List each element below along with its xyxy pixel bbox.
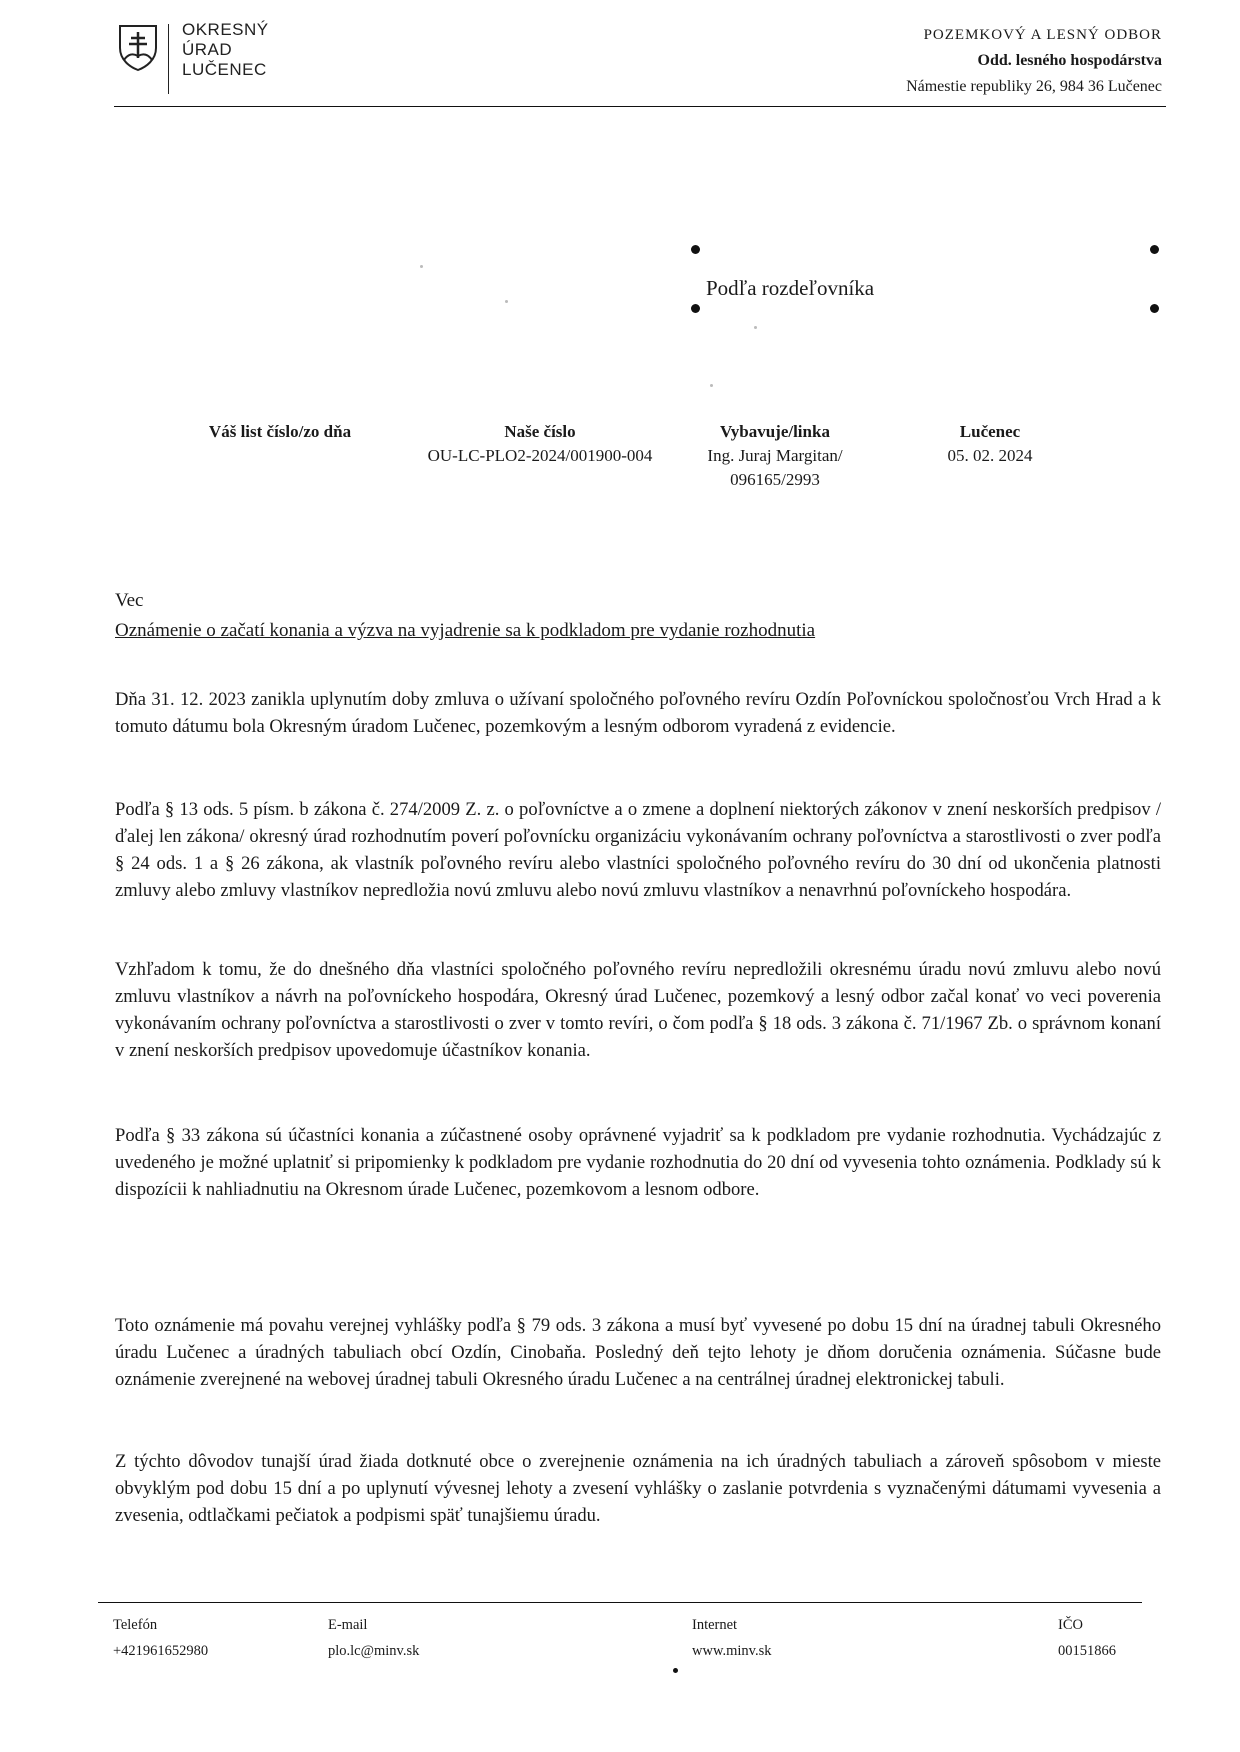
scan-speck <box>710 384 713 387</box>
meta-our-number <box>410 420 670 468</box>
office-address: Námestie republiky 26, 984 36 Lučenec <box>906 78 1162 95</box>
office-name-line2: ÚRAD <box>182 40 233 59</box>
ico-label: IČO <box>1058 1617 1083 1633</box>
recipient: Podľa rozdeľovníka <box>706 276 875 300</box>
office-name-line1: OKRESNÝ <box>182 20 269 39</box>
body-paragraph: Dňa 31. 12. 2023 zanikla uplynutím doby zmluva o užívaní spoločného poľovného revíru Ozdín Poľovníckou spoločnosťou Vrch Hrad a k tomuto dátumu bola Okresným úradom Lučenec, pozemkovým a lesným odborom vyradená z evidencie. <box>115 689 1161 737</box>
date-value: 05. 02. 2024 <box>947 446 1033 465</box>
internet-label: Internet <box>692 1617 738 1633</box>
header-rule <box>114 106 1166 107</box>
place-label: Lučenec <box>959 422 1021 441</box>
header-divider <box>168 24 169 94</box>
coat-of-arms-logo <box>116 22 160 72</box>
office-name-line3: LUČENEC <box>182 60 267 79</box>
our-number-value: OU-LC-PLO2-2024/001900-004 <box>427 446 653 465</box>
footer-email <box>328 1612 419 1664</box>
your-letter-label: Váš list číslo/zo dňa <box>208 422 352 441</box>
body-paragraph: Z týchto dôvodov tunajší úrad žiada dotknuté obce o zverejnenie oznámenia na ich úradných tabuliach a zároveň spôsobom v mieste obvyklým pod dobu 15 dní a po uplynutí vývesnej lehoty a zvesení vyhlášky o zaslanie potvrdenia s vyznačenými dátumami vyvesenia a zvesenia, odtlačkami pečiatok a podpismi späť tunajšiemu úradu. <box>115 1451 1161 1526</box>
department-name: POZEMKOVÝ A LESNÝ ODBOR <box>923 27 1162 43</box>
body-paragraph: Vzhľadom k tomu, že do dnešného dňa vlastníci spoločného poľovného revíru nepredložili okresnému úradu novú zmluvu alebo novú zmluvu vlastníkov a návrh na poľovníckeho hospodára, Okresný úrad Lučenec, pozemkový a lesný odbor začal konať vo veci poverenia vykonávaním ochrany poľovníctva a starostlivosti o zver v tomto revíri, o čom podľa § 18 ods. 3 zákona č. 71/1967 Zb. o správnom konaní v znení neskorších predpisov upovedomuje účastníkov konania. <box>115 959 1161 1061</box>
handled-by-phone: 096165/2993 <box>730 470 820 489</box>
meta-place-date <box>925 420 1055 468</box>
address-window-mark <box>1150 245 1159 254</box>
internet-value: www.minv.sk <box>692 1643 772 1659</box>
scan-speck <box>505 300 508 303</box>
address-window-mark <box>1150 304 1159 313</box>
body-paragraph: Podľa § 33 zákona sú účastníci konania a zúčastnené osoby oprávnené vyjadriť sa k podkladom pre vydanie rozhodnutia. Vychádzajúc z uvedeného je možné uplatniť si pripomienky k podkladom pre vydanie rozhodnutia do 20 dní od vyvesenia tohto oznámenia. Podklady sú k dispozícii k nahliadnutiu na Okresnom úrade Lučenec, pozemkovom a lesnom odbore. <box>115 1125 1161 1200</box>
subject-block <box>115 586 815 646</box>
email-label: E-mail <box>328 1617 368 1633</box>
body-paragraph: Podľa § 13 ods. 5 písm. b zákona č. 274/2009 Z. z. o poľovníctve a o zmene a doplnení niektorých zákonov v znení neskorších predpisov /ďalej len zákona/ okresný úrad rozhodnutím poverí poľovnícku organizáciu vykonávaním ochrany poľovníctva a starostlivosti o zver podľa § 24 ods. 1 a § 26 zákona, ak vlastník poľovného revíru alebo vlastníci spoločného poľovného revíru do 30 dní od ukončenia platnosti zmluvy alebo zmluvy vlastníkov nepredložia novú zmluvu alebo novú zmluvu vlastníkov a nenavrhnú poľovníckeho hospodára. <box>115 799 1161 901</box>
body-paragraph: Toto oznámenie má povahu verejnej vyhlášky podľa § 79 ods. 3 zákona a musí byť vyvesené po dobu 15 dní na úradnej tabuli Okresného úradu Lučenec a úradných tabuliach obcí Ozdín, Cinobaňa. Posledný deň tejto lehoty je dňom doručenia oznámenia. Súčasne bude oznámenie zverejnené na webovej úradnej tabuli Okresného úradu Lučenec a na centrálnej úradnej elektronickej tabuli. <box>115 1315 1161 1390</box>
subject-label: Vec <box>115 590 144 611</box>
footer-ico <box>1058 1612 1116 1664</box>
department-block <box>906 22 1162 100</box>
footer-internet <box>692 1612 771 1664</box>
address-window-mark <box>691 304 700 313</box>
footer-phone <box>113 1612 208 1664</box>
subject-title: Oznámenie o začatí konania a výzva na vyjadrenie sa k podkladom pre vydanie rozhodnutia <box>115 620 816 641</box>
phone-value: +421961652980 <box>113 1643 209 1659</box>
footer-rule <box>98 1602 1142 1603</box>
scan-speck <box>673 1668 678 1673</box>
ico-value: 00151866 <box>1058 1643 1116 1659</box>
handled-by-name: Ing. Juraj Margitan/ <box>707 446 843 465</box>
our-number-label: Naše číslo <box>504 422 576 441</box>
address-window-mark <box>691 245 700 254</box>
handled-by-label: Vybavuje/linka <box>720 422 830 441</box>
scan-speck <box>754 326 757 329</box>
email-value: plo.lc@minv.sk <box>328 1643 420 1659</box>
meta-handled-by <box>690 420 860 492</box>
phone-label: Telefón <box>113 1617 158 1633</box>
office-name <box>182 20 269 80</box>
scan-speck <box>420 265 423 268</box>
meta-your-letter <box>190 420 370 444</box>
division-name: Odd. lesného hospodárstva <box>977 52 1162 69</box>
